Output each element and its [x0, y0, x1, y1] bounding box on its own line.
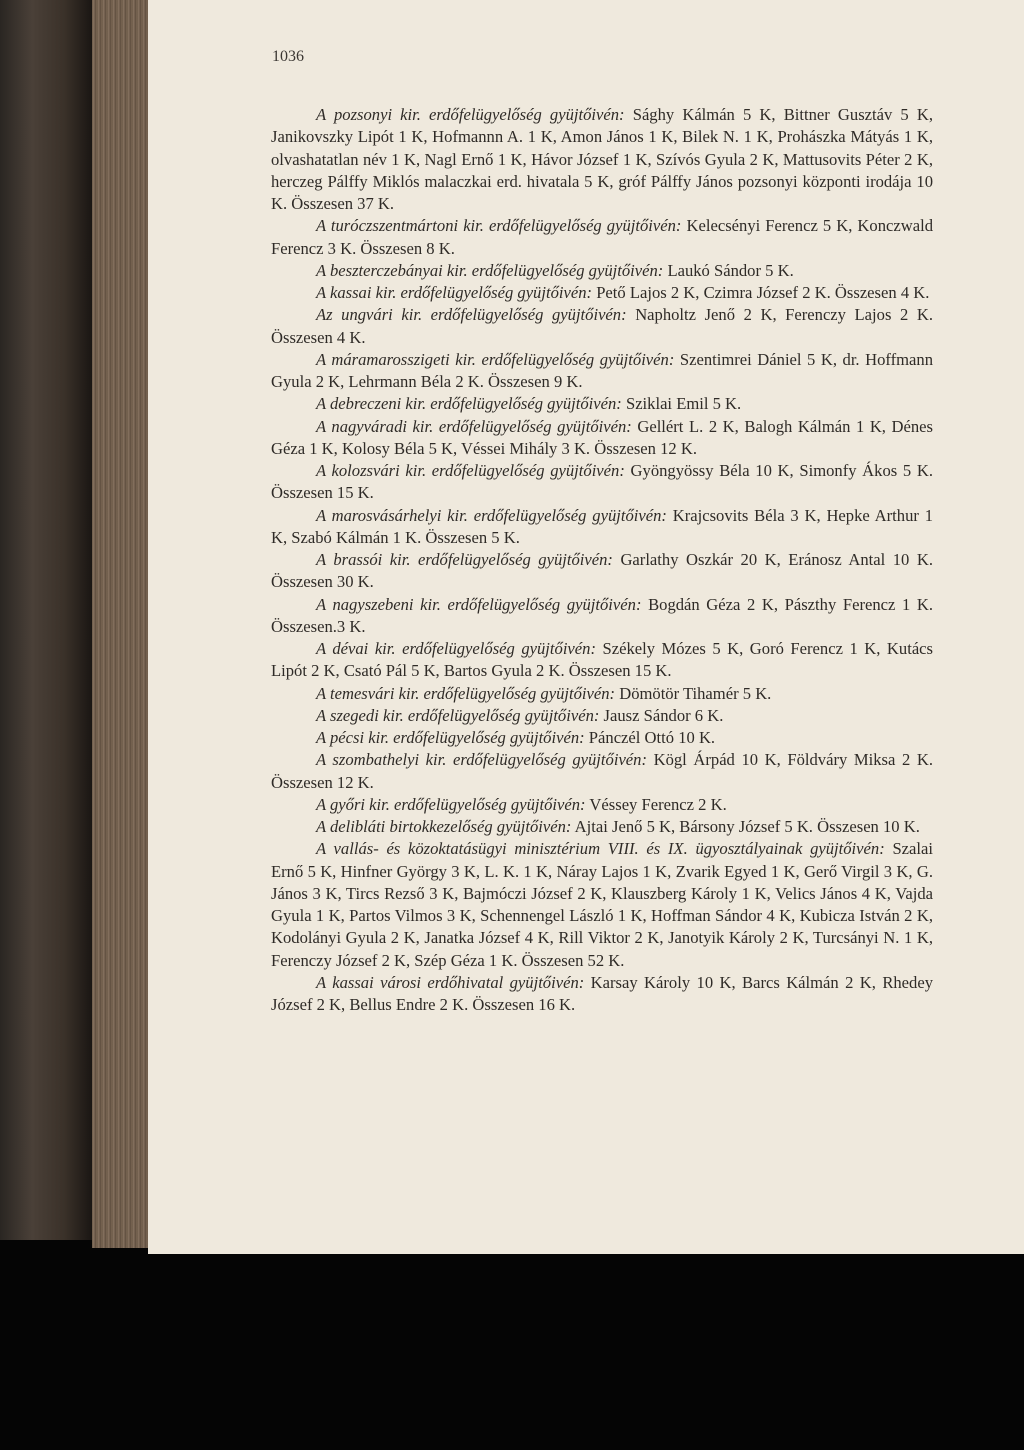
entry-heading: A temesvári kir. erdőfelügyelőség gyüjtőivén:: [316, 683, 616, 703]
entry-heading: A dévai kir. erdőfelügyelőség gyüjtőivén:: [316, 639, 596, 658]
entry-text: Gyöngyössy Béla 10 K, Simonfy Ákos 5 K. Összesen 15 K.: [271, 461, 933, 503]
entry-paragraph: [271, 749, 933, 794]
entry-heading: A beszterczebányai kir. erdőfelügyelőség gyüjtőivén:: [316, 260, 664, 280]
entry-paragraph: [271, 349, 933, 394]
entry-paragraph: [271, 683, 933, 705]
entry-text: Pánczél Ottó 10 K.: [584, 728, 716, 747]
entry-paragraph: [271, 304, 933, 349]
entry-heading: A brassói kir. erdőfelügyelőség gyüjtőivén:: [316, 550, 613, 569]
entry-heading: A kolozsvári kir. erdőfelügyelőség gyüjtőivén:: [316, 461, 625, 480]
entry-text: Napholtz Jenő 2 K, Ferenczy Lajos 2 K. Összesen 4 K.: [271, 305, 933, 347]
entry-heading: A szegedi kir. erdőfelügyelőség gyüjtőivén:: [316, 705, 600, 725]
page-number: 1036: [272, 48, 304, 65]
entry-heading: A turóczszentmártoni kir. erdőfelügyelőség gyüjtőivén:: [316, 216, 682, 236]
entry-text: Laukó Sándor 5 K.: [663, 260, 794, 280]
entry-heading: A marosvásárhelyi kir. erdőfelügyelőség gyüjtőivén:: [316, 505, 667, 525]
entry-heading: A máramarosszigeti kir. erdőfelügyelőség gyüjtőivén:: [316, 349, 675, 369]
entry-paragraph: [271, 104, 933, 215]
entry-paragraph: [271, 282, 933, 304]
entry-text: Kögl Árpád 10 K, Földváry Miksa 2 K. Összesen 12 K.: [271, 750, 933, 792]
entry-paragraph: [271, 638, 933, 683]
entry-text: Szentimrei Dániel 5 K, dr. Hoffmann Gyula 2 K, Lehrmann Béla 2 K. Összesen 9 K.: [271, 349, 934, 391]
entry-text: Sziklai Emil 5 K.: [621, 394, 742, 414]
entry-text: Karsay Károly 10 K, Barcs Kálmán 2 K, Rhedey József 2 K, Bellus Endre 2 K. Összesen 16 K.: [271, 972, 934, 1014]
entry-paragraph: [271, 816, 933, 838]
entry-heading: A kassai kir. erdőfelügyelőség gyüjtőivén:: [316, 283, 593, 302]
entry-paragraph: [271, 727, 933, 749]
entry-paragraph: [271, 972, 933, 1017]
book-spine: [0, 0, 92, 1240]
entry-text: Szalai Ernő 5 K, Hinfner György 3 K, L. K. 1 K, Náray Lajos 1 K, Zvarik Egyed 1 K, Gerő Virgil 3 K, G. János 3 K, Tircs Rezső 3 K, Bajmóczi József 2 K, Klauszberg Károly 1 K, Velics János 4 K, Vajda Gyula 1 K, Partos Vilmos 3 K, Schennengel László 1 K, Hoffman Sándor 4 K, Kubicza István 2 K, Kodolányi Gyula 2 K, Janatka József 4 K, Rill Viktor 2 K, Janotyik Károly 2 K, Turcsányi N. 1 K, Ferenczy József 2 K, Szép Géza 1 K. Összesen 52 K.: [271, 839, 933, 970]
entry-heading: A vallás- és közoktatásügyi minisztérium VIII. és IX. ügyosztályainak gyüjtőivén:: [316, 839, 885, 859]
entry-text: Gellért L. 2 K, Balogh Kálmán 1 K, Dénes Géza 1 K, Kolosy Béla 5 K, Véssei Mihály 3 K. Összesen 12 K.: [271, 416, 933, 458]
entry-heading: A nagyszebeni kir. erdőfelügyelőség gyüjtőivén:: [316, 594, 642, 614]
page-body: [271, 104, 933, 1016]
entry-heading: A kassai városi erdőhivatal gyüjtőivén:: [316, 972, 585, 992]
entry-paragraph: [271, 594, 933, 639]
entry-paragraph: [271, 460, 933, 505]
entry-text: Ajtai Jenő 5 K, Bársony József 5 K. Összesen 10 K.: [571, 817, 920, 836]
entry-paragraph: [271, 794, 933, 816]
entry-text: Krajcsovits Béla 3 K, Hepke Arthur 1 K, Szabó Kálmán 1 K. Összesen 5 K.: [271, 505, 934, 547]
entry-paragraph: [271, 838, 933, 972]
entry-heading: A győri kir. erdőfelügyelőség gyüjtőivén:: [316, 794, 586, 814]
entry-text: Sághy Kálmán 5 K, Bittner Gusztáv 5 K, Janikovszky Lipót 1 K, Hofmannn A. 1 K, Amon János 1 K, Bilek N. 1 K, Prohászka Mátyás 1 K, olvashatatlan név 1 K, Nagl Ernő 1 K, Hávor József 1 K, Szívós Gyula 2 K, Mattusovits Péter 2 K, herczeg Pálffy Miklós malaczkai erd. hivatala 5 K, gróf Pálffy János pozsonyi központi irodája 10 K. Összesen 37 K.: [271, 105, 933, 213]
entry-text: Garlathy Oszkár 20 K, Eránosz Antal 10 K. Összesen 30 K.: [271, 550, 933, 592]
entry-text: Pető Lajos 2 K, Czimra József 2 K. Összesen 4 K.: [592, 283, 930, 302]
entry-text: Véssey Ferencz 2 K.: [585, 794, 727, 814]
entry-heading: A nagyváradi kir. erdőfelügyelőség gyüjtőivén:: [316, 416, 632, 436]
entry-heading: A pécsi kir. erdőfelügyelőség gyüjtőivén:: [316, 728, 585, 747]
entry-heading: A debreczeni kir. erdőfelügyelőség gyüjtőivén:: [316, 394, 622, 414]
entry-paragraph: [271, 705, 933, 727]
entry-paragraph: [271, 260, 933, 282]
entry-paragraph: [271, 393, 933, 415]
entry-heading: A szombathelyi kir. erdőfelügyelőség gyüjtőivén:: [316, 750, 647, 770]
entry-paragraph: [271, 416, 933, 461]
entry-heading: A delibláti birtokkezelőség gyüjtőivén:: [316, 817, 572, 836]
entry-text: Bogdán Géza 2 K, Pászthy Ferencz 1 K. Összesen.3 K.: [271, 594, 933, 636]
entry-text: Székely Mózes 5 K, Goró Ferencz 1 K, Kutács Lipót 2 K, Csató Pál 5 K, Bartos Gyula 2 K. Összesen 15 K.: [271, 639, 934, 681]
entry-paragraph: [271, 505, 933, 550]
entry-text: Kelecsényi Ferencz 5 K, Konczwald Ferencz 3 K. Összesen 8 K.: [271, 216, 933, 258]
entry-text: Jausz Sándor 6 K.: [599, 705, 724, 725]
entry-heading: A pozsonyi kir. erdőfelügyelőség gyüjtőivén:: [316, 105, 625, 124]
entry-text: Dömötör Tihamér 5 K.: [615, 683, 772, 703]
page-edges: [92, 0, 148, 1248]
entry-paragraph: [271, 215, 933, 260]
entry-heading: Az ungvári kir. erdőfelügyelőség gyüjtőivén:: [316, 305, 627, 325]
entry-paragraph: [271, 549, 933, 594]
